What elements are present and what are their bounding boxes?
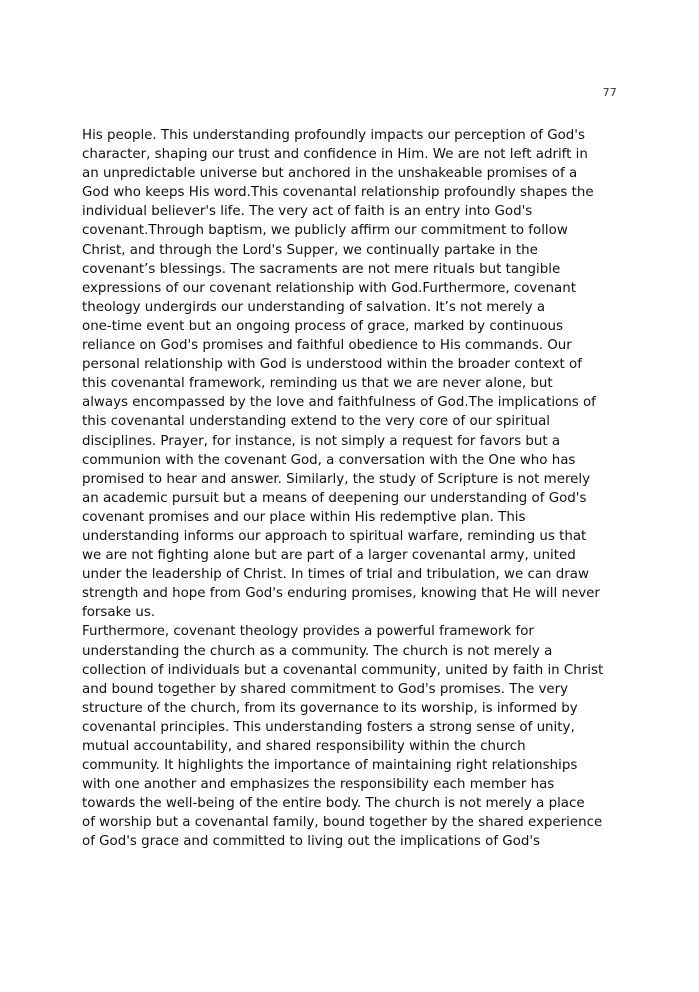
text-line: personal relationship with God is understood within the broader context of (82, 357, 582, 373)
text-line: God who keeps His word.This covenantal relationship profoundly shapes the (82, 185, 594, 201)
page-number: 77 (602, 86, 617, 99)
text-line: Furthermore, covenant theology provides a powerful framework for (82, 624, 534, 640)
text-line: covenant promises and our place within His redemptive plan. This (82, 509, 526, 525)
text-line: understanding informs our approach to spiritual warfare, reminding us that (82, 528, 587, 544)
text-line: always encompassed by the love and faithfulness of God.The implications of (82, 395, 596, 411)
text-line: collection of individuals but a covenantal community, united by faith in Christ (82, 662, 604, 678)
text-line: structure of the church, from its governance to its worship, is informed by (82, 700, 578, 716)
text-line: an unpredictable universe but anchored in the unshakeable promises of a (82, 166, 578, 182)
text-line: under the leadership of Christ. In times of trial and tribulation, we can draw (82, 567, 589, 583)
text-line: character, shaping our trust and confidence in Him. We are not left adrift in (82, 147, 588, 163)
text-line: promised to hear and answer. Similarly, the study of Scripture is not merely (82, 471, 591, 487)
text-line: reliance on God's promises and faithful obedience to His commands. Our (82, 338, 572, 354)
text-line: His people. This understanding profoundly impacts our perception of God's (82, 128, 585, 143)
text-line: we are not fighting alone but are part of a larger covenantal army, united (82, 548, 576, 564)
text-line: Christ, and through the Lord's Supper, we continually partake in the (82, 242, 538, 258)
text-line: theology undergirds our understanding of salvation. It’s not merely a (82, 299, 546, 315)
text-line: one-time event but an ongoing process of grace, marked by continuous (82, 318, 563, 334)
text-line: individual believer's life. The very act of faith is an entry into God's (82, 204, 533, 220)
text-line: and bound together by shared commitment to God's promises. The very (82, 681, 569, 697)
text-line: towards the well-being of the entire body. The church is not merely a place (82, 796, 585, 812)
text-line: of worship but a covenantal family, bound together by the shared experience (82, 815, 603, 831)
text-line: understanding the church as a community. The church is not merely a (82, 643, 553, 659)
text-line: mutual accountability, and shared responsibility within the church (82, 739, 526, 754)
text-line: expressions of our covenant relationship with God.Furthermore, covenant (82, 280, 576, 296)
text-line: covenant’s blessings. The sacraments are not mere rituals but tangible (82, 261, 561, 277)
text-line: strength and hope from God's enduring promises, knowing that He will never (82, 586, 600, 602)
paragraph-2 (82, 622, 622, 851)
text-line: an academic pursuit but a means of deepening our understanding of God's (82, 490, 587, 506)
text-line: covenant.Through baptism, we publicly affirm our commitment to follow (82, 223, 568, 239)
text-line: covenantal principles. This understanding fosters a strong sense of unity, (82, 719, 575, 735)
text-line: disciplines. Prayer, for instance, is not simply a request for favors but a (82, 433, 561, 449)
body-text (82, 126, 622, 852)
text-line: communion with the covenant God, a conversation with the One who has (82, 452, 576, 468)
text-line: of God's grace and committed to living out the implications of God's (82, 834, 541, 850)
paragraph-1 (82, 126, 622, 622)
text-line: this covenantal framework, reminding us that we are never alone, but (82, 376, 553, 392)
text-line: with one another and emphasizes the responsibility each member has (82, 777, 555, 793)
text-line: this covenantal understanding extend to the very core of our spiritual (82, 414, 551, 430)
text-line: community. It highlights the importance of maintaining right relationships (82, 758, 578, 774)
text-line: forsake us. (82, 605, 156, 621)
